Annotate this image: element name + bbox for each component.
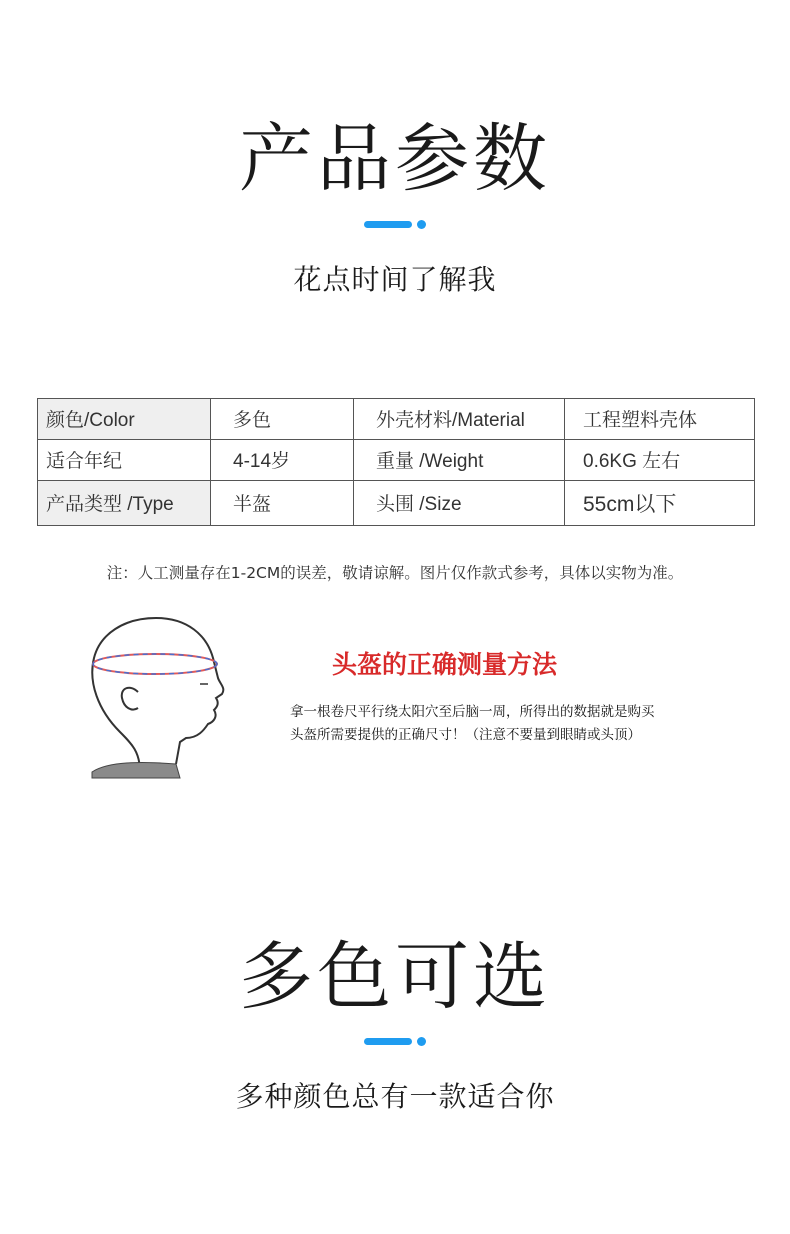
measure-line-1: 拿一根卷尺平行绕太阳穴至后脑一周，所得出的数据就是购买 <box>290 704 655 720</box>
measure-method-title: 头盔的正确测量方法 <box>332 650 558 679</box>
table-cell: 产品类型 /Type <box>38 480 211 525</box>
table-cell: 重量 /Weight <box>354 439 565 480</box>
table-cell: 颜色/Color <box>38 399 211 440</box>
head-measure-icon <box>80 612 230 780</box>
title-divider <box>364 221 428 229</box>
table-cell: 工程塑料壳体 <box>565 399 755 440</box>
section-colors-subtitle: 多种颜色总有一款适合你 <box>235 1080 555 1113</box>
table-cell: 适合年纪 <box>38 439 211 480</box>
table-cell: 外壳材料/Material <box>354 399 565 440</box>
table-row <box>38 480 755 525</box>
section-params-title: 产品参数 <box>239 116 551 202</box>
params-table <box>37 398 755 526</box>
table-cell: 0.6KG 左右 <box>565 439 755 480</box>
measure-line-2: 头盔所需要提供的正确尺寸！（注意不要量到眼睛或头顶） <box>290 727 641 743</box>
section-params-subtitle: 花点时间了解我 <box>293 263 497 296</box>
divider-dot <box>417 1037 426 1046</box>
table-row <box>38 439 755 480</box>
table-cell: 头围 /Size <box>354 480 565 525</box>
table-cell: 多色 <box>211 399 354 440</box>
divider-bar <box>364 1038 412 1045</box>
table-cell: 4-14岁 <box>211 439 354 480</box>
measure-method-text <box>290 701 690 747</box>
table-row <box>38 399 755 440</box>
divider-bar <box>364 221 412 228</box>
divider-dot <box>417 220 426 229</box>
table-cell: 55cm以下 <box>565 480 755 525</box>
table-cell: 半盔 <box>211 480 354 525</box>
measurement-note: 注：人工测量存在1-2CM的误差，敬请谅解。图片仅作款式参考，具体以实物为准。 <box>106 564 684 582</box>
title-divider <box>364 1038 428 1046</box>
section-colors-title: 多色可选 <box>239 934 551 1020</box>
